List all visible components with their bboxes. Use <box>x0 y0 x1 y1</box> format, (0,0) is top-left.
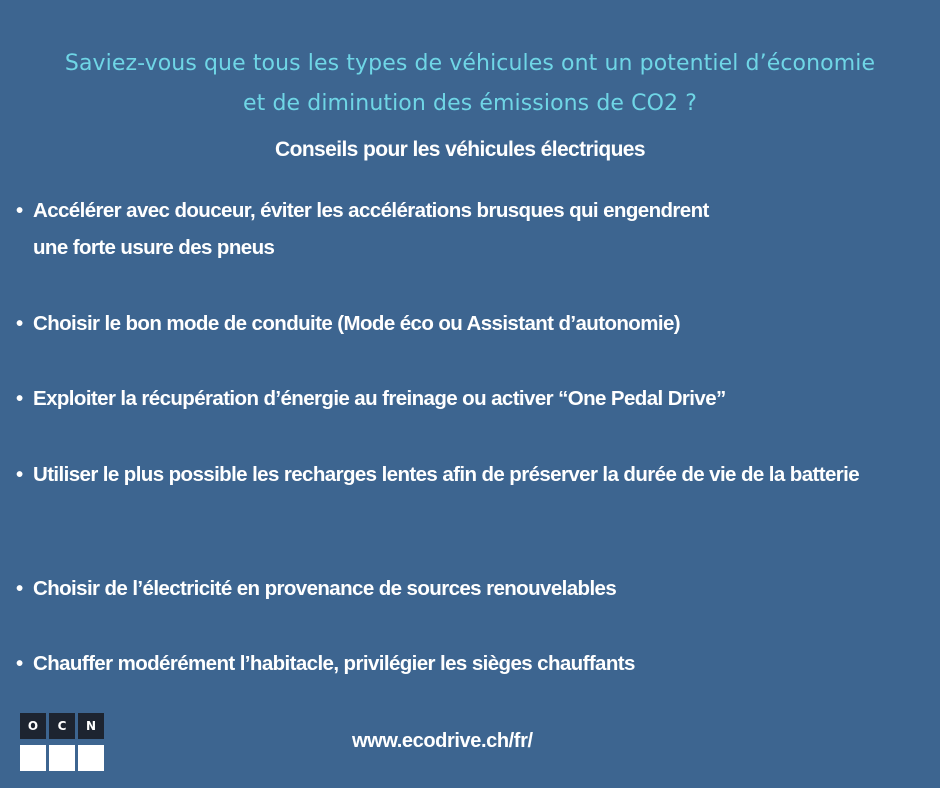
bullet: • <box>16 199 23 222</box>
logo-square <box>49 745 75 771</box>
tip-item <box>14 456 926 493</box>
logo-letter: O <box>20 713 46 739</box>
tip-text-line: Utiliser le plus possible les recharges lentes afin de préserver la durée de vie de la batterie <box>33 463 860 486</box>
logo-square <box>20 745 46 771</box>
headline-line-2: et de diminution des émissions de CO2 ? <box>243 91 697 116</box>
bullet: • <box>16 463 23 486</box>
bullet: • <box>16 652 23 675</box>
logo-letter: C <box>49 713 75 739</box>
tip-text-line: Chauffer modérément l’habitacle, privilégier les sièges chauffants <box>33 652 635 675</box>
ocn-logo <box>20 713 104 771</box>
headline <box>0 44 940 124</box>
bullet: • <box>16 577 23 600</box>
logo-letter: N <box>78 713 104 739</box>
logo-square-row <box>20 745 104 771</box>
headline-line-1: Saviez-vous que tous les types de véhicules ont un potentiel d’économie <box>64 51 876 76</box>
tip-text-line: une forte usure des pneus <box>33 236 275 259</box>
logo-letter-row <box>20 713 104 739</box>
tip-text-line: Choisir de l’électricité en provenance de sources renouvelables <box>33 577 617 600</box>
website-link[interactable]: www.ecodrive.ch/fr/ <box>352 730 533 752</box>
tip-text-line: Exploiter la récupération d’énergie au freinage ou activer “One Pedal Drive” <box>33 387 726 410</box>
subtitle: Conseils pour les véhicules électriques <box>275 138 645 161</box>
tip-item <box>14 192 926 266</box>
bullet: • <box>16 387 23 410</box>
tip-item <box>14 570 926 607</box>
tip-item <box>14 305 926 342</box>
tip-text-line: Accélérer avec douceur, éviter les accélérations brusques qui engendrent <box>33 199 709 222</box>
logo-square <box>78 745 104 771</box>
tip-item <box>14 380 926 417</box>
tip-text-line: Choisir le bon mode de conduite (Mode éco ou Assistant d’autonomie) <box>33 312 680 335</box>
bullet: • <box>16 312 23 335</box>
tip-item <box>14 645 926 682</box>
